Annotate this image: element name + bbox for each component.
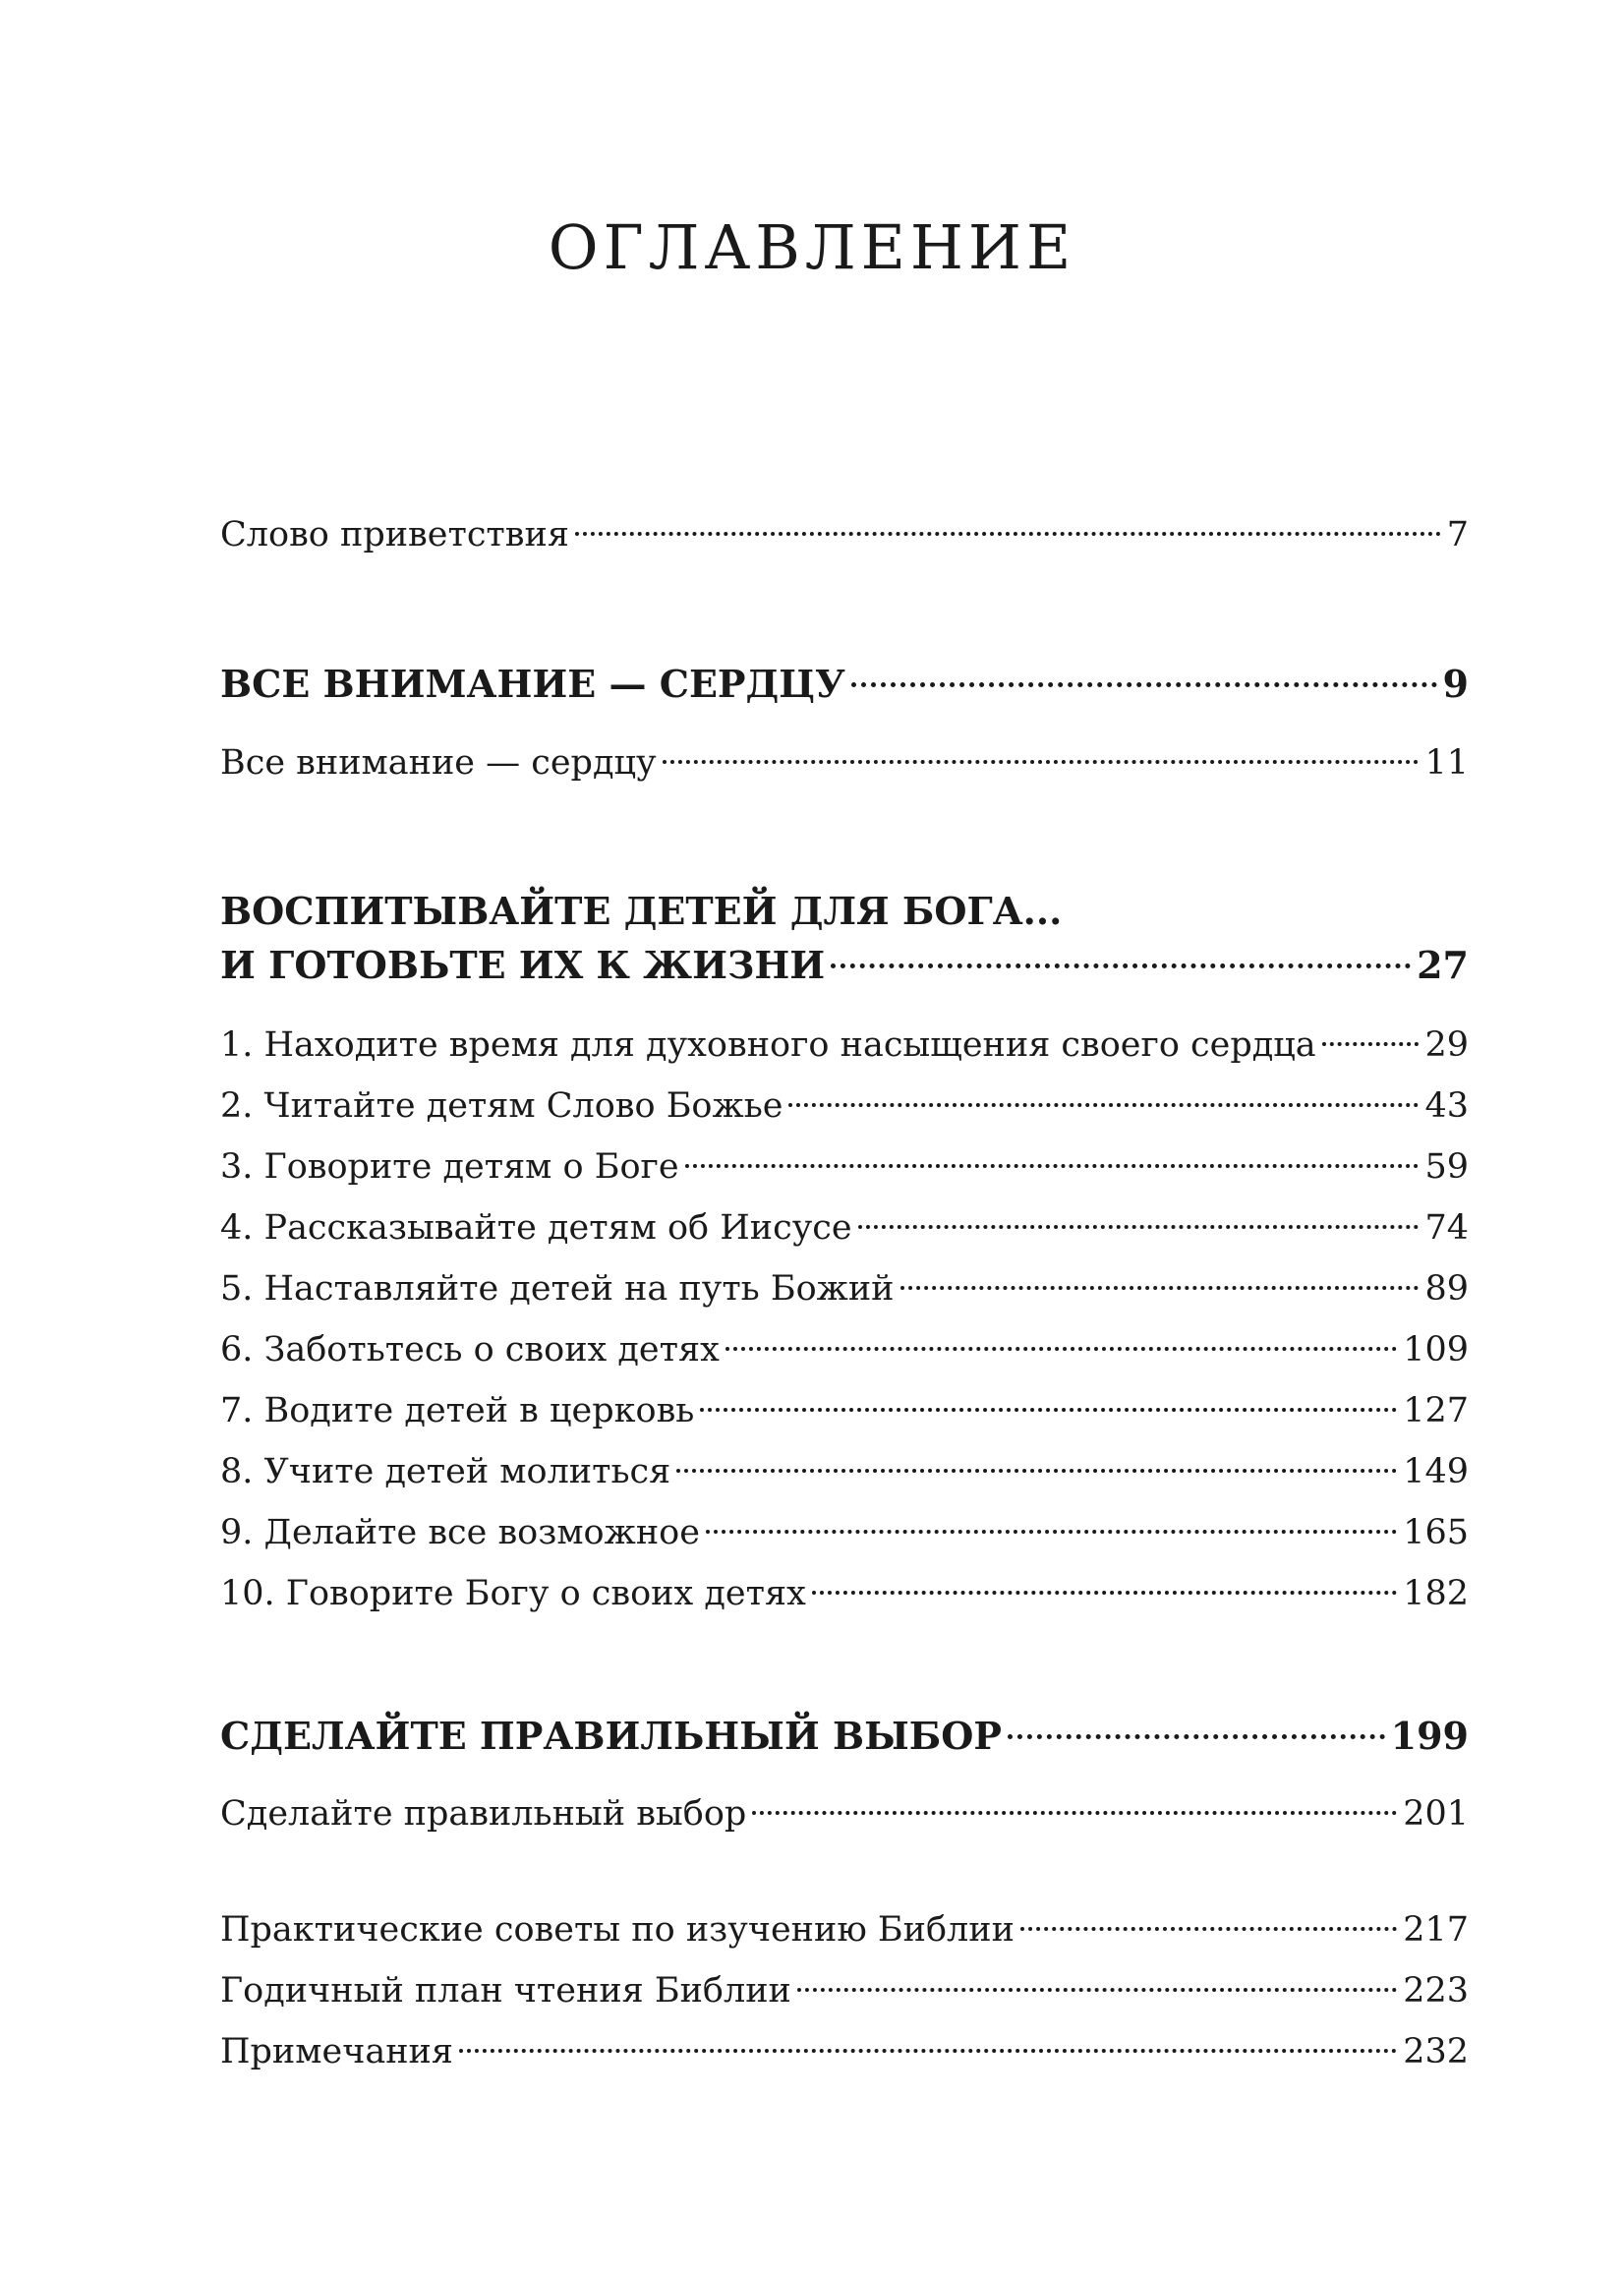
- dot-leader: [1008, 1734, 1385, 1739]
- toc-entry-label: 8. Учите детей молиться: [220, 1452, 671, 1491]
- toc-page-number: 149: [1403, 1452, 1469, 1491]
- dot-leader: [812, 1591, 1397, 1595]
- dot-leader: [851, 682, 1437, 687]
- toc-entry-label: Практические советы по изучению Библии: [220, 1910, 1015, 1950]
- toc-page-number: 182: [1403, 1574, 1469, 1613]
- dot-leader: [663, 760, 1420, 764]
- toc-section-heart[interactable]: [220, 655, 1469, 714]
- toc-entry-label: Слово приветствия: [220, 515, 569, 554]
- dot-leader: [797, 1988, 1397, 1992]
- toc-page-number: 74: [1424, 1208, 1469, 1248]
- toc-entry-label: 3. Говорите детям о Боге: [220, 1147, 679, 1187]
- toc-entry-label: 10. Говорите Богу о своих детях: [220, 1574, 806, 1613]
- dot-leader: [685, 1164, 1420, 1168]
- toc-page-number: 89: [1424, 1269, 1469, 1309]
- toc-page-number: 127: [1403, 1391, 1469, 1430]
- toc-page-number: 109: [1403, 1330, 1469, 1370]
- dot-leader: [788, 1103, 1419, 1107]
- toc-page-number: 199: [1390, 1714, 1469, 1758]
- toc-entry-right-choice[interactable]: [220, 1784, 1469, 1843]
- toc-page-number: 232: [1403, 2032, 1469, 2071]
- toc-entry-welcome[interactable]: [220, 505, 1469, 564]
- page-title: ОГЛАВЛЕНИЕ: [548, 211, 1076, 283]
- dot-leader: [725, 1347, 1397, 1351]
- toc-entry-chapter-5[interactable]: [220, 1259, 1469, 1318]
- toc-entry-chapter-9[interactable]: [220, 1503, 1469, 1562]
- toc-entry-bible-study-tips[interactable]: [220, 1900, 1469, 1959]
- dot-leader: [700, 1408, 1397, 1412]
- dot-leader: [858, 1225, 1420, 1229]
- toc-page-number: 59: [1424, 1147, 1469, 1187]
- toc-section-right-choice[interactable]: [220, 1707, 1469, 1766]
- toc-entry-chapter-2[interactable]: [220, 1077, 1469, 1136]
- toc-entry-notes[interactable]: [220, 2022, 1469, 2081]
- toc-entry-label: Примечания: [220, 2032, 453, 2071]
- toc-entry-label: 4. Рассказывайте детям об Иисусе: [220, 1208, 852, 1248]
- toc-section-raise-children[interactable]: [220, 936, 1469, 995]
- toc-entry-label: Сделайте правильный выбор: [220, 1794, 747, 1834]
- toc-entry-label: Все внимание — сердцу: [220, 743, 657, 783]
- toc-section-label: СДЕЛАЙТЕ ПРАВИЛЬНЫЙ ВЫБОР: [220, 1714, 1002, 1758]
- toc-entry-chapter-6[interactable]: [220, 1320, 1469, 1379]
- toc-entry-label: 1. Находите время для духовного насыщения своего сердца: [220, 1025, 1316, 1065]
- toc-entry-label: 5. Наставляйте детей на путь Божий: [220, 1269, 895, 1309]
- toc-entry-chapter-10[interactable]: [220, 1564, 1469, 1623]
- toc-entry-chapter-8[interactable]: [220, 1442, 1469, 1501]
- dot-leader: [1322, 1042, 1420, 1046]
- toc-entry-chapter-7[interactable]: [220, 1381, 1469, 1440]
- dot-leader: [1020, 1927, 1397, 1931]
- toc-page-number: 27: [1417, 943, 1469, 987]
- toc-page-number: 9: [1442, 662, 1469, 706]
- toc-page-number: 7: [1446, 515, 1469, 554]
- toc-entry-chapter-4[interactable]: [220, 1198, 1469, 1257]
- dot-leader: [676, 1469, 1397, 1473]
- toc-entry-label: 6. Заботьтесь о своих детях: [220, 1330, 720, 1370]
- dot-leader: [752, 1811, 1397, 1815]
- toc-section-raise-children-line1: ВОСПИТЫВАЙТЕ ДЕТЕЙ ДЛЯ БОГА...: [220, 889, 1063, 933]
- dot-leader: [575, 532, 1441, 536]
- toc-entry-label: Годичный план чтения Библии: [220, 1971, 791, 2011]
- toc-page-number: 201: [1403, 1794, 1469, 1834]
- toc-entry-label: 9. Делайте все возможное: [220, 1513, 700, 1552]
- dot-leader: [831, 963, 1411, 968]
- toc-page-number: 43: [1424, 1086, 1469, 1126]
- dot-leader: [459, 2049, 1397, 2053]
- toc-page-number: 217: [1403, 1910, 1469, 1950]
- toc-section-label: И ГОТОВЬТЕ ИХ К ЖИЗНИ: [220, 943, 826, 987]
- toc-page-number: 29: [1424, 1025, 1469, 1065]
- toc-entry-reading-plan[interactable]: [220, 1961, 1469, 2020]
- toc-page-number: 223: [1403, 1971, 1469, 2011]
- dot-leader: [900, 1286, 1420, 1290]
- dot-leader: [706, 1530, 1397, 1534]
- toc-entry-chapter-1[interactable]: [220, 1016, 1469, 1075]
- toc-entry-heart[interactable]: [220, 733, 1469, 792]
- toc-entry-label: 2. Читайте детям Слово Божье: [220, 1086, 783, 1126]
- toc-entry-chapter-3[interactable]: [220, 1137, 1469, 1196]
- toc-page-number: 165: [1403, 1513, 1469, 1552]
- toc-page-number: 11: [1424, 743, 1469, 783]
- toc-section-label: ВСЕ ВНИМАНИЕ — СЕРДЦУ: [220, 662, 845, 706]
- toc-entry-label: 7. Водите детей в церковь: [220, 1391, 695, 1430]
